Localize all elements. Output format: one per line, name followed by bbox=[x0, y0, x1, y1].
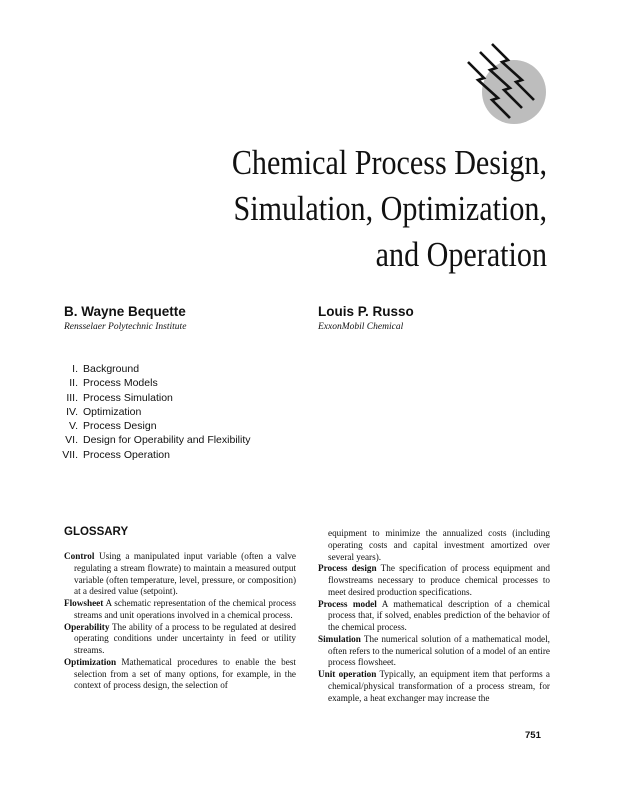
glossary-term: Control bbox=[64, 551, 95, 561]
outline-number: V. bbox=[69, 420, 78, 433]
outline-label: Optimization bbox=[83, 405, 142, 418]
glossary-entry bbox=[64, 598, 296, 622]
author-block-2 bbox=[318, 304, 414, 332]
title-line: Simulation, Optimization, bbox=[233, 189, 547, 228]
chapter-title bbox=[186, 140, 547, 278]
glossary-continuation: equipment to minimize the annualized costs (including operating costs and capital investment amortized over several years). bbox=[328, 528, 550, 562]
outline-number: III. bbox=[66, 391, 78, 404]
outline-label: Process Models bbox=[83, 377, 158, 390]
glossary-entry bbox=[64, 622, 296, 657]
glossary-definition: A mathematical description of a chemical process that, if solved, enables prediction of the behavior of the chemical process. bbox=[328, 598, 550, 632]
glossary-definition: Mathematical procedures to enable the best selection from a set of many options, for example, in the context of process design, the selection of bbox=[74, 656, 296, 691]
outline-item bbox=[60, 419, 251, 433]
outline-item bbox=[60, 405, 251, 419]
glossary-entry bbox=[318, 634, 550, 669]
glossary-definition: The numerical solution of a mathematical model, often refers to the numerical solution of a model of an entire process flowsheet. bbox=[328, 633, 550, 668]
glossary-term: Operability bbox=[64, 621, 110, 632]
title-line: Chemical Process Design, bbox=[231, 143, 548, 182]
outline-number: VI. bbox=[65, 434, 78, 447]
glossary-column-right bbox=[318, 528, 550, 704]
chapter-logo-icon bbox=[462, 40, 554, 132]
glossary-definition: The specification of process equipment and flowstreams necessary to produce chemical processes to meet desired production specifications. bbox=[328, 563, 550, 597]
outline-number: IV. bbox=[66, 405, 78, 418]
glossary-term: Optimization bbox=[64, 656, 117, 667]
author-name: Louis P. Russo bbox=[318, 304, 414, 319]
glossary-term: Process model bbox=[318, 598, 377, 609]
glossary-definition: Using a manipulated input variable (often a valve regulating a stream flowrate) to maintain a measured output variable (often temperature, level, pressure, or composition) at a desired value (setpoint). bbox=[74, 551, 297, 597]
author-block-1 bbox=[64, 304, 186, 332]
outline-item bbox=[60, 376, 251, 390]
author-affiliation: Rensselaer Polytechnic Institute bbox=[64, 322, 187, 332]
chapter-outline bbox=[60, 362, 251, 462]
outline-item bbox=[60, 391, 251, 405]
outline-label: Background bbox=[83, 363, 140, 375]
outline-item bbox=[60, 362, 251, 376]
glossary-term: Process design bbox=[318, 563, 377, 574]
glossary-definition: The ability of a process to be regulated at desired operating conditions under uncertainty in feed or utility streams. bbox=[74, 621, 297, 655]
outline-number: II. bbox=[69, 377, 78, 390]
outline-number: VII. bbox=[62, 448, 78, 461]
glossary-column-left bbox=[64, 551, 296, 692]
glossary-heading: GLOSSARY bbox=[64, 526, 129, 538]
glossary-term: Flowsheet bbox=[64, 598, 104, 608]
author-name: B. Wayne Bequette bbox=[64, 304, 186, 319]
glossary-entry bbox=[64, 551, 296, 598]
title-line: and Operation bbox=[375, 235, 547, 274]
outline-item bbox=[60, 448, 251, 462]
author-affiliation: ExxonMobil Chemical bbox=[318, 322, 404, 332]
glossary-entry bbox=[318, 669, 550, 704]
outline-label: Process Design bbox=[83, 420, 157, 433]
outline-label: Process Simulation bbox=[83, 391, 173, 404]
glossary-entry bbox=[64, 657, 296, 692]
glossary-definition: Typically, an equipment item that performs a chemical/physical transformation of a process stream, for example, a heat exchanger may increase the bbox=[328, 669, 550, 703]
outline-label: Design for Operability and Flexibility bbox=[83, 434, 251, 447]
glossary-entry bbox=[318, 563, 550, 598]
glossary-term: Unit operation bbox=[318, 669, 377, 679]
outline-item bbox=[60, 433, 251, 447]
outline-number: I. bbox=[72, 363, 78, 375]
glossary-entry bbox=[318, 599, 550, 634]
glossary-definition: A schematic representation of the chemical process streams and unit operations involved in a chemical process. bbox=[74, 598, 296, 620]
outline-label: Process Operation bbox=[83, 448, 170, 461]
page-number: 751 bbox=[525, 730, 541, 741]
glossary-term: Simulation bbox=[318, 633, 361, 644]
